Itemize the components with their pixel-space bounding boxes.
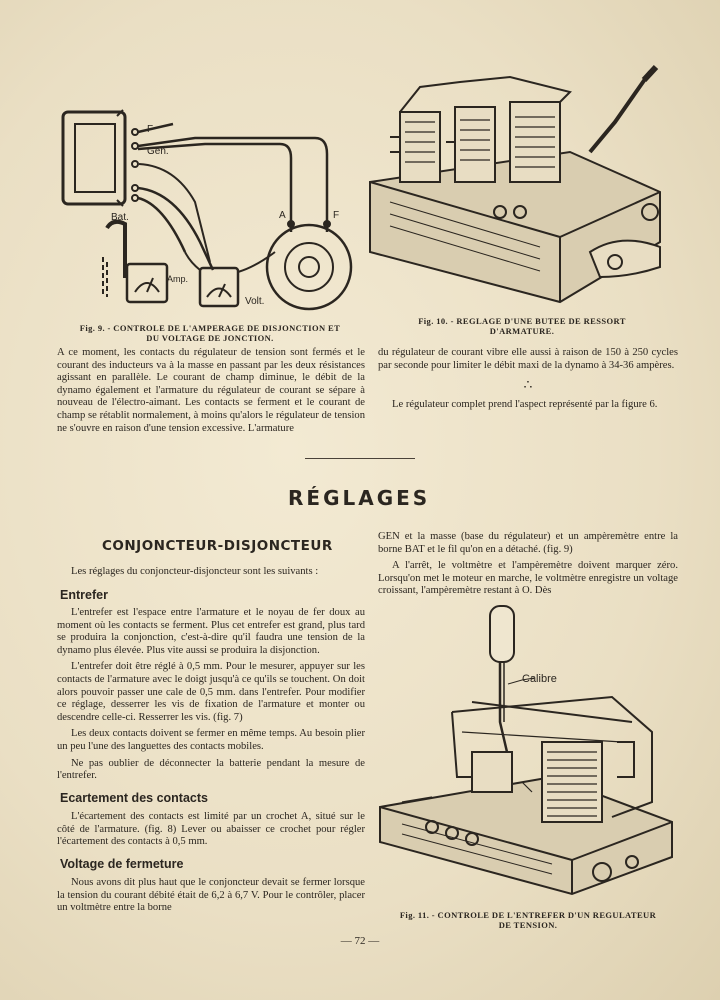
- figure-10-caption-line-1: Fig. 10. - REGLAGE D'UNE BUTEE DE RESSORT: [418, 316, 626, 326]
- entrefer-p1: L'entrefer est l'espace entre l'armature et le noyau de fer doux au moment où les contacts se ferment. Plus cet entrefer est grand, plus tard se produira la conjonction, c'est-à-dire qu'il faudra une tension de la dynamo plus élevée. Plus vite aussi se produira la disjonction.: [57, 607, 365, 656]
- fig9-label-gen: Gen.: [147, 146, 169, 157]
- intro-text: Les réglages du conjoncteur-disjoncteur sont les suivants :: [71, 566, 319, 577]
- right-top-column: [378, 347, 678, 415]
- right-col-p1: GEN et la masse (base du régulateur) et un ampèremètre entre la borne BAT et le fil qu'on en a détaché. (fig. 9): [378, 531, 678, 555]
- figure-11-illustration: [372, 602, 682, 898]
- page-number: — 72 —: [340, 935, 380, 947]
- section-divider: [305, 458, 415, 459]
- left-top-paragraph: [57, 347, 365, 439]
- ecartement-p1: L'écartement des contacts est limité par un crochet A, situé sur le côté de l'armature. (fig. 8) Lever ou abaisser ce crochet pour régler l'écartement des contacts à 0,5 mm.: [57, 811, 365, 848]
- fig9-label-volt: Volt.: [245, 296, 265, 307]
- left-top-paragraph-text: A ce moment, les contacts du régulateur de tension sont fermés et le courant des inducteurs va à la masse en passant par les deux résistances agissant en parallèle. Le courant de champ diminue, le débit de la dynamo également et l'armature du régulateur de courant se sépare à nouveau de l'électro-aimant. Les contacts se ferment et le courant de champ se rétablit normalement, à moins qu'alors le régulateur de tension ne s'ouvre en raison d'une tension excessive. L'armature: [57, 347, 365, 434]
- entrefer-p4: Ne pas oublier de déconnecter la batterie pendant la mesure de l'entrefer.: [57, 757, 365, 782]
- fig9-label-f: F: [147, 124, 154, 135]
- voltage-section: [57, 877, 365, 919]
- conjoncteur-title: CONJONCTEUR-DISJONCTEUR: [102, 538, 333, 554]
- reglages-title: RÉGLAGES: [288, 486, 431, 510]
- heading-voltage: Voltage de fermeture: [60, 857, 184, 871]
- figure-11-caption-line-2: DE TENSION.: [498, 920, 558, 930]
- heading-ecartement: Ecartement des contacts: [60, 791, 208, 805]
- figure-9-diagram: [55, 92, 365, 317]
- figure-10-caption-line-2: D'ARMATURE.: [489, 326, 555, 336]
- fig9-label-amp: Amp.: [167, 274, 189, 284]
- fig9-label-a: A: [279, 210, 286, 221]
- left-lower-column: [57, 566, 365, 583]
- figure-11-caption: [378, 910, 678, 930]
- entrefer-p3: Les deux contacts doivent se fermer en même temps. Au besoin plier un peu l'une des languettes des contacts mobiles.: [57, 728, 365, 752]
- fleuron-ornament: ∴: [523, 378, 533, 394]
- right-top-paragraph-2: Le régulateur complet prend l'aspect représenté par la figure 6.: [392, 398, 658, 410]
- figure-10-illustration: [360, 62, 682, 310]
- figure-9-caption: [55, 323, 365, 343]
- fig9-label-bat: Bat.: [111, 212, 129, 223]
- figure-10-caption: [372, 316, 672, 336]
- heading-entrefer: Entrefer: [60, 588, 108, 602]
- figure-9-caption-line-1: Fig. 9. - CONTROLE DE L'AMPERAGE DE DISJONCTION ET: [79, 323, 341, 333]
- entrefer-p2: L'entrefer doit être réglé à 0,5 mm. Pour le mesurer, appuyer sur les contacts de l'armature avec le doigt jusqu'à ce qu'ils se touchent. On doit alors pouvoir passer une cale de 0,5 mm. dans l'entrefer. Pour modifier ce réglage, desserrer les vis de fixation de l'armature et monter ou descendre celle-ci. Resserrer les vis. (fig. 7): [57, 661, 365, 723]
- right-top-paragraph: du régulateur de courant vibre elle aussi à raison de 150 à 250 cycles par seconde pour limiter le débit maxi de la dynamo à 34-36 ampères.: [378, 347, 678, 371]
- fig11-label-calibre: Calibre: [522, 673, 557, 685]
- figure-11-caption-line-1: Fig. 11. - CONTROLE DE L'ENTREFER D'UN REGULATEUR: [399, 910, 657, 920]
- figure-9-caption-line-2: DU VOLTAGE DE JONCTION.: [146, 333, 274, 343]
- fig9-label-f2: F: [333, 210, 340, 221]
- ecartement-section: [57, 811, 365, 853]
- voltage-p1: Nous avons dit plus haut que le conjoncteur devait se fermer lorsque la tension du courant débité était de 6,2 à 6,7 V. Pour le contrôler, placer un voltmètre entre la borne: [57, 877, 365, 914]
- right-col-p2: A l'arrêt, le voltmètre et l'ampèremètre doivent marquer zéro. Lorsqu'on met le moteur en marche, le voltmètre enregistre un voltage croissant, l'ampèremètre restant à O. Dès: [378, 560, 678, 597]
- right-lower-column: [378, 531, 678, 602]
- entrefer-section: [57, 607, 365, 787]
